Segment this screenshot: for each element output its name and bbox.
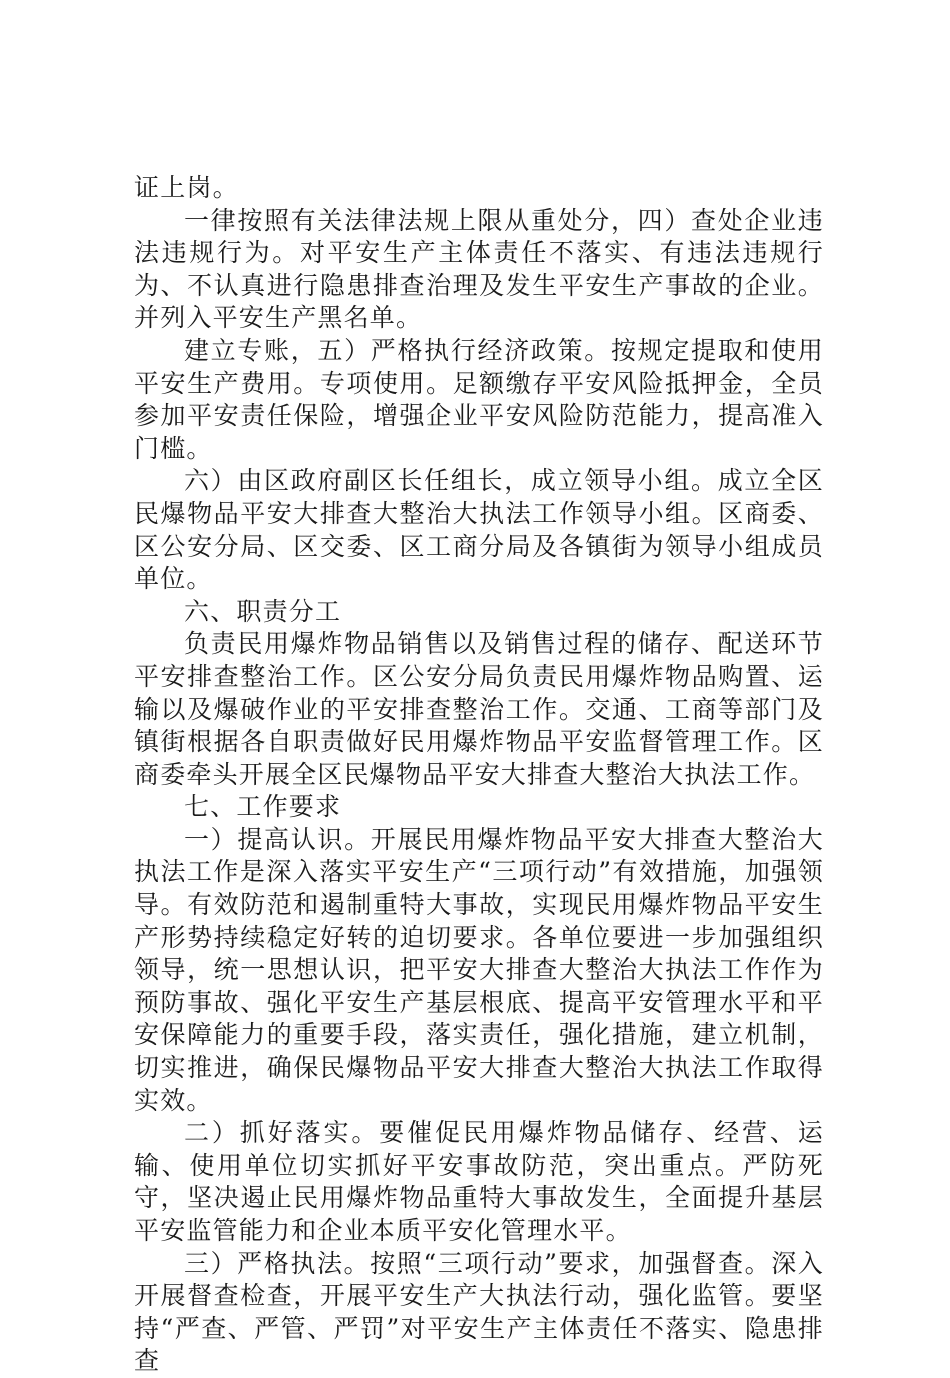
- paragraph-3: 建立专账，五）严格执行经济政策。按规定提取和使用平安生产费用。专项使用。足额缴存平安风险抵押金，全员参加平安责任保险，增强企业平安风险防范能力，提高准入门槛。: [134, 335, 824, 463]
- paragraph-8: 三）严格执法。按照“三项行动”要求，加强督查。深入开展督查检查，开展平安生产大执法行动，强化监管。要坚持“严查、严管、严罚”对平安生产主体责任不落实、隐患排查: [134, 1248, 824, 1376]
- section-heading-requirements: 七、工作要求: [184, 792, 342, 822]
- paragraph-7: 二）抓好落实。要催促民用爆炸物品储存、经营、运输、使用单位切实抓好平安事故防范，突出重点。严防死守，坚决遏止民用爆炸物品重特大事故发生，全面提升基层平安监管能力和企业本质平安化管理水平。: [134, 1118, 824, 1245]
- paragraph-6: 一）提高认识。开展民用爆炸物品平安大排查大整治大执法工作是深入落实平安生产“三项行动”有效措施，加强领导。有效防范和遏制重特大事故，实现民用爆炸物品平安生产形势持续稳定好转的迫切要求。各单位要进一步加强组织领导，统一思想认识，把平安大排查大整治大执法工作作为预防事故、强化平安生产基层根底、提高平安管理水平和平安保障能力的重要手段，落实责任，强化措施，建立机制，切实推进，确保民爆物品平安大排查大整治大执法工作取得实效。: [134, 824, 824, 1115]
- paragraph-2: 一律按照有关法律法规上限从重处分，四）查处企业违法违规行为。对平安生产主体责任不落实、有违法违规行为、不认真进行隐患排查治理及发生平安生产事故的企业。并列入平安生产黑名单。: [134, 205, 824, 333]
- document-body: [134, 172, 824, 1378]
- paragraph-5: 负责民用爆炸物品销售以及销售过程的储存、配送环节平安排查整治工作。区公安分局负责民用爆炸物品购置、运输以及爆破作业的平安排查整治工作。交通、工商等部门及镇街根据各自职责做好民用爆炸物品平安监督管理工作。区商委牵头开展全区民爆物品平安大排查大整治大执法工作。: [134, 629, 824, 789]
- section-heading-duties: 六、职责分工: [184, 596, 342, 626]
- paragraph-4: 六）由区政府副区长任组长，成立领导小组。成立全区民爆物品平安大排查大整治大执法工作领导小组。区商委、区公安分局、区交委、区工商分局及各镇街为领导小组成员单位。: [134, 466, 824, 594]
- paragraph-1: 证上岗。: [134, 173, 239, 202]
